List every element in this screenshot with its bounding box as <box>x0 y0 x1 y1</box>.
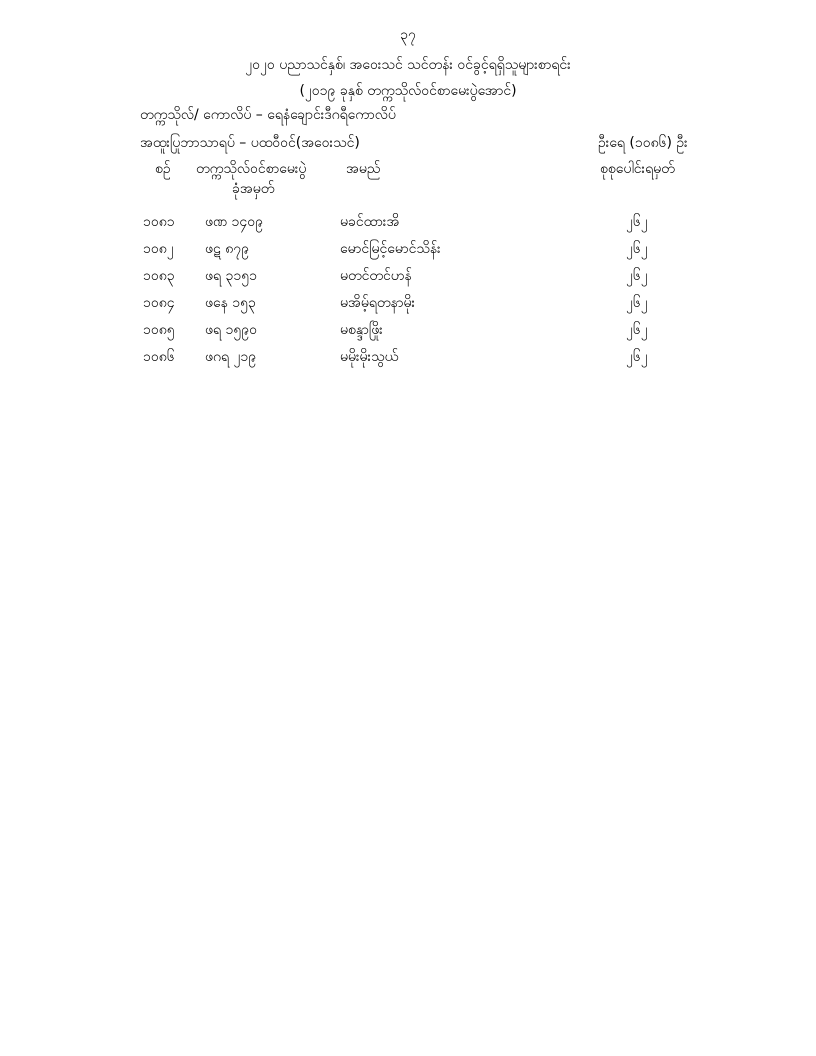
row-number: ၁၀၈၁ <box>143 214 175 230</box>
table-row <box>0 213 816 240</box>
roll-number: ဖဏ ၁၄၀၉ <box>205 214 264 230</box>
table-row <box>0 348 816 375</box>
roll-number: ဖဂရ ၂၁၉ <box>205 349 257 365</box>
total-score: ၂၆၂ <box>626 268 648 284</box>
total-count: ဦးရေ (၁၀၈၆) ဦး <box>598 135 688 151</box>
roll-number: ဖရ ၃၁၅၁ <box>205 268 257 284</box>
university-line: တက္ကသိုလ်/ ကောလိပ် – ရေနံချောင်းဒီဂရီကောလိပ် <box>140 107 396 123</box>
total-score: ၂၆၂ <box>626 241 648 257</box>
student-name: မောင်မြင့်မောင်သိန်း <box>340 241 441 257</box>
total-score: ၂၆၂ <box>626 295 648 311</box>
document-subtitle: (၂၀၁၉ ခုနှစ် တက္ကသိုလ်ဝင်စာမေးပွဲအောင်) <box>299 83 517 99</box>
total-score: ၂၆၂ <box>626 322 648 338</box>
total-score: ၂၆၂ <box>626 349 648 365</box>
table-row <box>0 240 816 267</box>
student-name: မစန္ဒာဖြိုး <box>340 322 383 338</box>
table-row <box>0 321 816 348</box>
table-row <box>0 294 816 321</box>
results-list <box>0 213 816 375</box>
student-name: မအိမ့်ရတနာမိုး <box>340 295 416 311</box>
row-number: ၁၀၈၂ <box>143 241 174 257</box>
student-name: မခင်ထားအိ <box>340 214 400 230</box>
document-title: ၂၀၂၀ ပညာသင်နှစ်၊ အဝေးသင် သင်တန်း ဝင်ခွင့်ရရှိသူများစာရင်း <box>245 57 571 73</box>
column-header-roll-line2: ခုံအမှတ် <box>232 181 275 197</box>
student-name: မတင်တင်ဟန် <box>340 268 412 284</box>
column-header-name: အမည် <box>346 161 381 177</box>
column-header-no: စဉ် <box>155 161 171 177</box>
column-header-roll: တက္ကသိုလ်ဝင်စာမေးပွဲ <box>196 161 307 177</box>
page-number: ၃၇ <box>400 27 416 43</box>
subject-line: အထူးပြုဘာသာရပ် – ပထဝီဝင်(အဝေးသင်) <box>140 135 360 151</box>
roll-number: ဖရ ၁၅၉၀ <box>205 322 257 338</box>
row-number: ၁၀၈၃ <box>143 268 175 284</box>
roll-number: ဖနေ ၁၅၃ <box>205 295 256 311</box>
total-score: ၂၆၂ <box>626 214 648 230</box>
roll-number: ဖဋ ၈၇၉ <box>205 241 249 257</box>
row-number: ၁၀၈၅ <box>143 322 175 338</box>
student-name: မမိုးမိုးသွယ် <box>340 349 399 365</box>
row-number: ၁၀၈၆ <box>143 349 175 365</box>
table-row <box>0 267 816 294</box>
column-header-total: စုစုပေါင်းရမှတ် <box>600 161 675 177</box>
row-number: ၁၀၈၄ <box>143 295 175 311</box>
